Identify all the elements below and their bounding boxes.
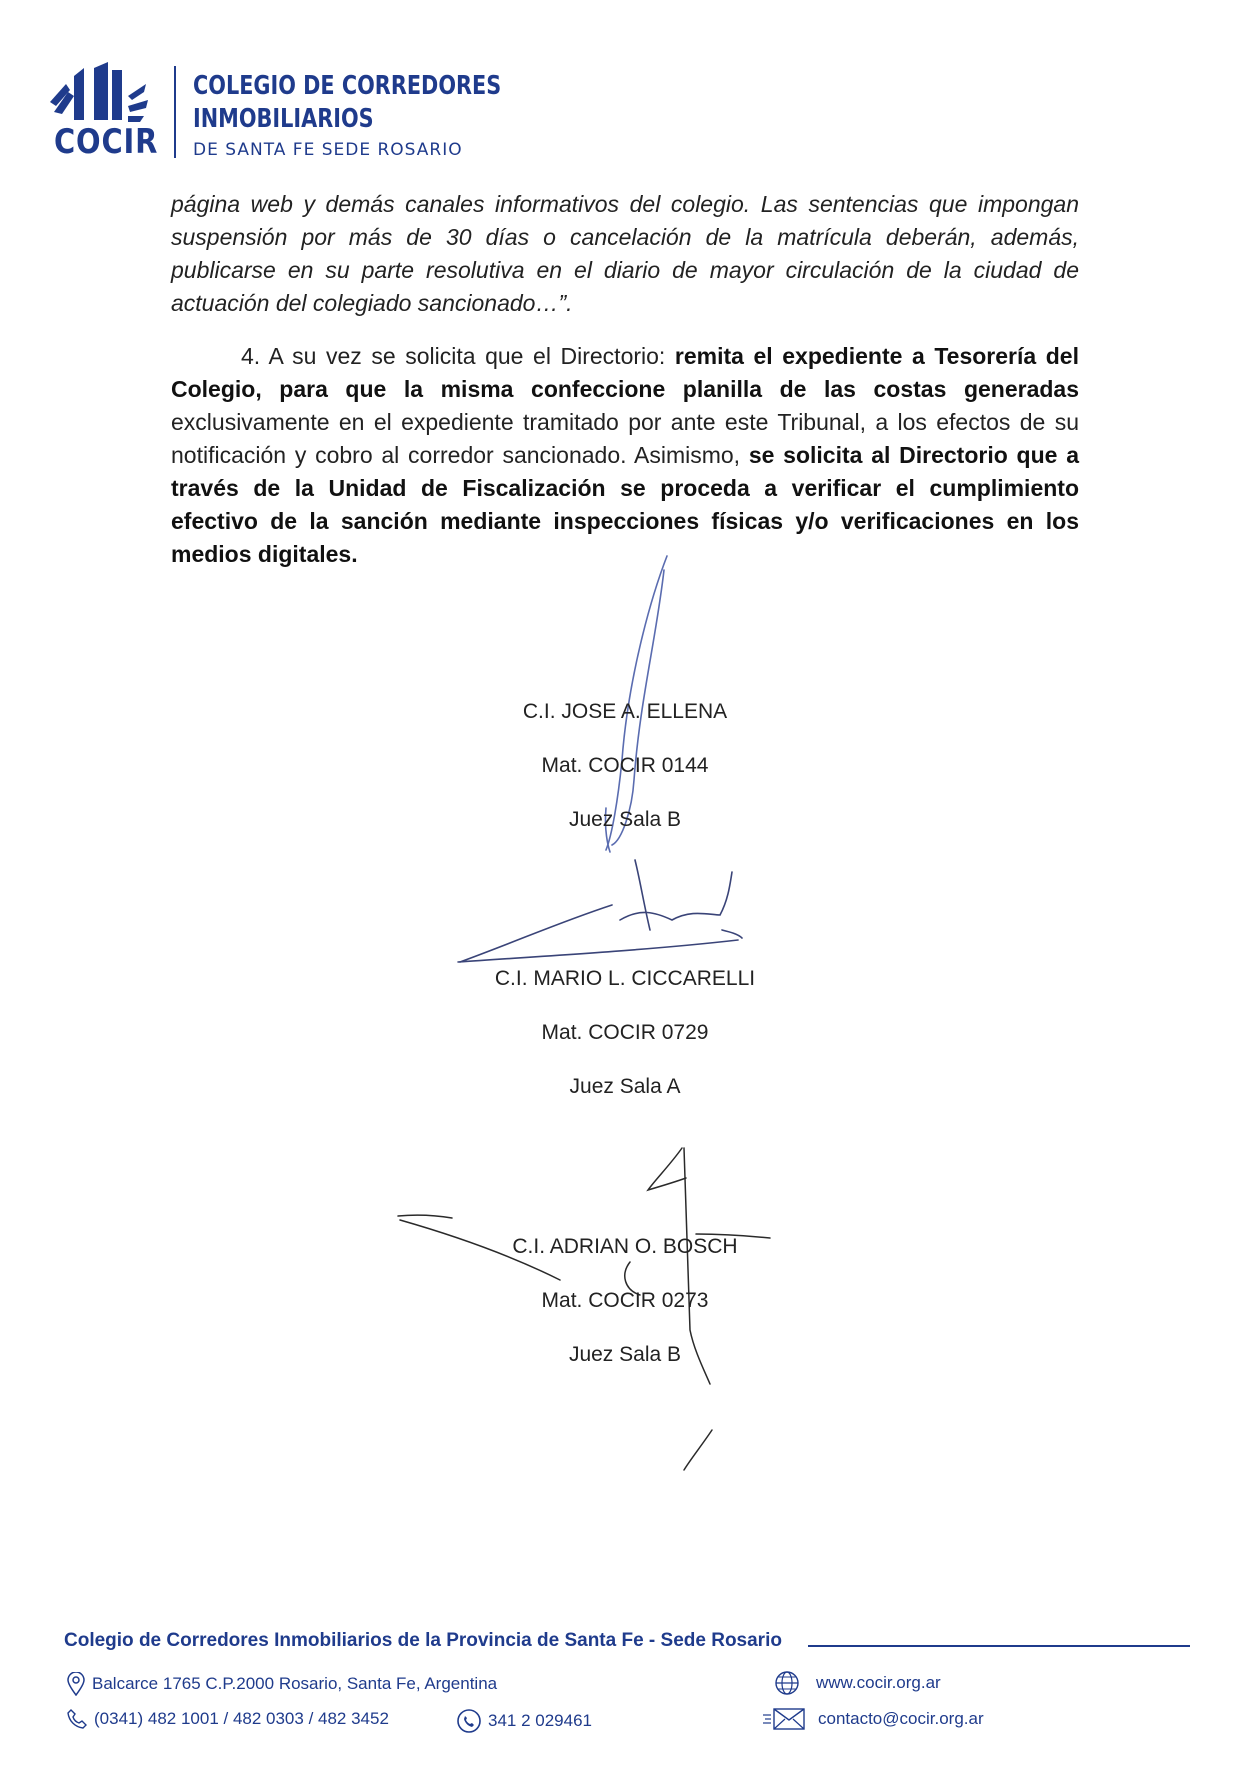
signer-role: Juez Sala A (569, 1075, 681, 1098)
email-icon (762, 1706, 806, 1732)
p4-intro: 4. A su vez se solicita que el Directorio: (241, 343, 675, 369)
org-subtitle: DE SANTA FE SEDE ROSARIO (193, 140, 463, 160)
cocir-logo (48, 62, 160, 162)
p4-middle: exclusivamente en el expediente tramitado por ante este Tribunal, a los efectos de su notificación y cobro al corredor sancionado. Asimismo, (171, 409, 1079, 468)
signer-name: C.I. ADRIAN O. BOSCH (512, 1235, 738, 1258)
org-line-2: INMOBILIARIOS (193, 104, 374, 134)
p4-bold-1: remita el expediente a Tesorería del Colegio, para que la misma confeccione planilla de las costas generadas (171, 343, 1079, 402)
signature-2-icon (458, 860, 742, 962)
signature-block-ellena (430, 685, 820, 847)
footer-email (762, 1706, 984, 1732)
footer-mobile (456, 1708, 592, 1734)
signer-role: Juez Sala B (568, 1343, 682, 1366)
quoted-paragraph: página web y demás canales informativos del colegio. Las sentencias que impongan suspensión por más de 30 días o cancelación de la matrícula deberán, además, publicarse en su parte resolutiva en el diario de mayor circulación de la ciudad de actuación del colegiado sancionado…”. (171, 191, 1079, 316)
signer-matricula: Mat. COCIR 0729 (541, 1021, 709, 1044)
paragraph-4 (171, 340, 1079, 571)
signer-name: C.I. MARIO L. CICCARELLI (494, 967, 756, 990)
footer-website (774, 1670, 941, 1696)
footer-title: Colegio de Corredores Inmobiliarios de la Provincia de Santa Fe - Sede Rosario (64, 1630, 782, 1651)
signer-matricula: Mat. COCIR 0273 (541, 1289, 709, 1312)
signature-block-ciccarelli (430, 952, 820, 1114)
logo-wordmark: COCIR (54, 122, 159, 162)
website-link[interactable]: www.cocir.org.ar (816, 1673, 941, 1692)
globe-icon (774, 1670, 800, 1696)
mobile-text: 341 2 029461 (488, 1711, 592, 1730)
email-link[interactable]: contacto@cocir.org.ar (818, 1709, 984, 1728)
signer-role: Juez Sala B (568, 808, 682, 831)
signature-block-bosch (430, 1220, 820, 1382)
phones-text: (0341) 482 1001 / 482 0303 / 482 3452 (94, 1709, 389, 1728)
logo-mark-icon (48, 62, 160, 124)
p4-bold-2: se solicita al Directorio que a través de la Unidad de Fiscalización se proceda a verificar el cumplimiento efectivo de la sanción mediante inspecciones físicas y/o verificaciones en los medios digitales. (171, 442, 1079, 567)
org-line-1: COLEGIO DE CORREDORES (193, 71, 502, 101)
organization-name (193, 70, 578, 160)
phone-icon (66, 1708, 88, 1730)
signer-matricula: Mat. COCIR 0144 (541, 754, 709, 777)
footer-rule (808, 1645, 1190, 1647)
header-divider (174, 66, 176, 158)
footer-address (66, 1672, 497, 1696)
signer-name: C.I. JOSE A. ELLENA (522, 700, 728, 723)
whatsapp-icon (456, 1708, 482, 1734)
location-pin-icon (66, 1672, 86, 1696)
address-text: Balcarce 1765 C.P.2000 Rosario, Santa Fe, Argentina (92, 1674, 498, 1693)
footer-phones (66, 1708, 389, 1730)
